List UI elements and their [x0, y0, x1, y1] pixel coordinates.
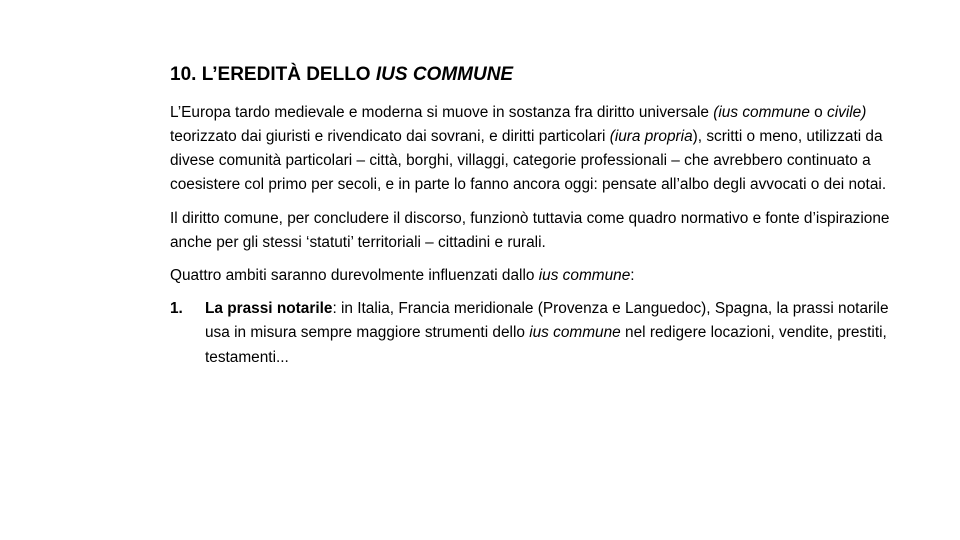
list-item — [170, 297, 900, 370]
p1-text-g: ), scritti o meno, utilizzati da divese comunità particolari – città, borghi, villaggi, categorie professionali – che avrebbero continuato a coesistere col primo per secoli, e in parte lo fanno ancora oggi: pensate all’albo degli avvocati o dei notai. — [170, 128, 887, 194]
list-item-italic: ius commune — [529, 324, 621, 342]
p1-text-a: L’Europa tardo medievale e moderna si muove in sostanza fra diritto universale — [170, 103, 714, 121]
list-item-text — [205, 297, 900, 370]
title-lead: 10. L’EREDITÀ DELLO — [170, 64, 376, 85]
slide-title — [170, 64, 900, 87]
p1-italic-iura-propria: (iura propria — [609, 128, 693, 145]
p1-text-e: teorizzato dai giuristi e rivendicato dai sovrani, e diritti particolari — [170, 128, 610, 145]
paragraph-1 — [170, 101, 900, 198]
list-item-text-a: : in Italia, Francia meridionale (Provenza e Languedoc), Spagna, la prassi notarile usa in misura sempre maggiore strumenti dello — [205, 300, 889, 342]
p3-text-a: Quattro ambiti saranno durevolmente influenzati dallo — [170, 267, 539, 285]
list-item-bold: La prassi notarile — [205, 300, 333, 318]
p1-italic-ius-commune: (ius commune — [713, 103, 810, 121]
list-item-text-c: nel redigere locazioni, vendite, prestiti, testamenti... — [205, 324, 887, 366]
paragraph-3 — [170, 264, 900, 288]
slide-content — [170, 64, 900, 370]
p1-text-c: o — [809, 103, 828, 121]
paragraph-2: Il diritto comune, per concludere il discorso, funzionò tuttavia come quadro normativo e fonte d’ispirazione anche per gli stessi ‘statuti’ territoriali – cittadini e rurali. — [170, 209, 890, 251]
p3-italic-ius-commune: ius commune — [538, 267, 631, 285]
numbered-list — [170, 297, 900, 370]
p1-italic-civile: civile) — [827, 103, 867, 121]
p3-text-c: : — [630, 267, 635, 285]
title-italic: IUS COMMUNE — [375, 64, 514, 85]
list-item-number: 1. — [170, 300, 183, 318]
